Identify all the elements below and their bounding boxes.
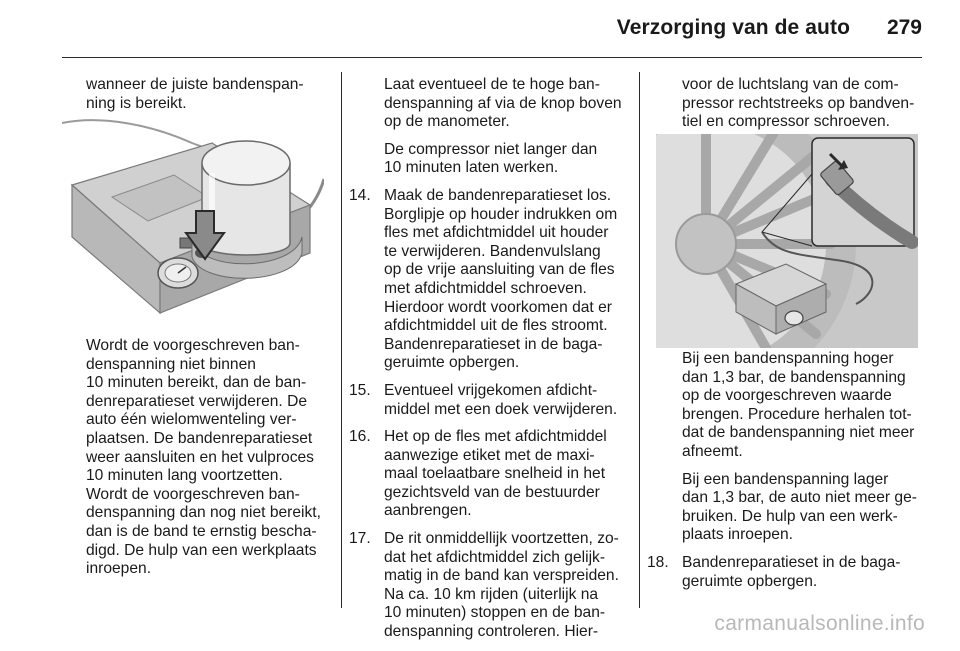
column-2	[349, 76, 631, 651]
col3-intro: voor de luchtslang van de com- pressor rechtstreeks op bandven- tiel en compressor schroeven.	[682, 76, 915, 131]
list-item-14	[349, 187, 631, 373]
page-header-title: Verzorging van de auto	[616, 16, 850, 39]
list-number: 17.	[349, 530, 371, 548]
list-text: Maak de bandenreparatieset los. Borglipje op houder indrukken om fles met afdichtmiddel uit houder te verwijderen. Bandenvulslang op de vrije aansluiting van de fles met afdichtmiddel schroeven. Hierdoor wordt voorkomen dat er afdichtmiddel uit de fles stroomt. Bandenreparatieset in de baga- geruimte opbergen.	[384, 186, 618, 372]
column-3-body	[647, 350, 929, 600]
list-item-18	[647, 554, 929, 591]
column-divider-2	[639, 72, 640, 608]
column-3	[647, 76, 929, 141]
list-text: Het op de fles met afdichtmiddel aanwezige etiket met de maxi- maal toelaatbare snelheid in het gezichtsveld van de bestuurder aanbrengen.	[384, 428, 607, 520]
list-text: Bandenreparatieset in de baga- geruimte opbergen.	[682, 553, 901, 590]
col2-paragraph-1: Laat eventueel de te hoge ban- denspanning af via de knop boven op de manometer.	[384, 76, 622, 131]
list-text: Eventueel vrijgekomen afdicht- middel met een doek verwijderen.	[384, 381, 618, 418]
page-number: 279	[886, 16, 922, 39]
list-item-15	[349, 382, 631, 419]
list-item-16	[349, 428, 631, 521]
list-number: 16.	[349, 428, 371, 446]
col3-paragraph-1: Bij een bandenspanning hoger dan 1,3 bar, de bandenspanning op de voorgeschreven waarde brengen. Procedure herhalen tot- dat de bandenspanning niet meer afneemt.	[682, 350, 915, 460]
figure-compressor-tyre-valve	[656, 134, 918, 348]
col1-intro: wanneer de juiste bandenspan- ning is bereikt.	[86, 76, 304, 112]
column-1-body	[86, 337, 334, 588]
watermark: carmanualsonline.info	[714, 612, 925, 635]
header-rule	[62, 57, 922, 58]
figure-sealant-bottle-holder	[62, 113, 324, 327]
column-divider-1	[341, 72, 342, 608]
list-number: 14.	[349, 186, 371, 204]
col2-paragraph-2: De compressor niet langer dan 10 minuten laten werken.	[384, 140, 598, 177]
list-text: De rit onmiddellijk voortzetten, zo- dat het afdichtmiddel zich gelijk- matig in de band kan verspreiden. Na ca. 10 km rijden (uiterlijk na 10 minuten) stoppen en de ban- denspanning controleren. Hier-	[384, 530, 619, 641]
col3-paragraph-2: Bij een bandenspanning lager dan 1,3 bar, de auto niet meer ge- bruiken. De hulp van een werk- plaats inroepen.	[682, 470, 917, 544]
list-number: 15.	[349, 381, 371, 399]
list-number: 18.	[647, 553, 669, 571]
col1-body: Wordt de voorgeschreven ban- denspanning niet binnen 10 minuten bereikt, dan de ban- denreparatieset verwijderen. De auto één wielomwenteling ver- plaatsen. De bandenreparatieset weer aansluiten en het vulproces 10 minuten lang voortzetten. Wordt de voorgeschreven ban- denspanning dan nog niet bereikt, dan is de band te ernstig bescha- digd. De hulp van een werkplaats inroepen.	[86, 337, 321, 578]
